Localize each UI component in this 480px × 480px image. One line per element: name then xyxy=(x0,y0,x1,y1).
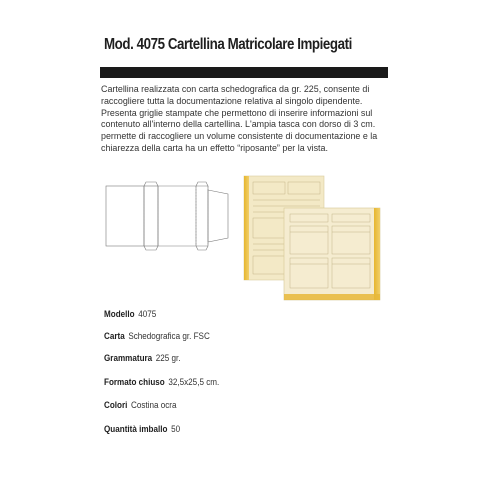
spec-label: Quantità imballo xyxy=(104,424,168,434)
spec-value: Schedografica gr. FSC xyxy=(128,331,210,341)
folder-front xyxy=(284,208,380,300)
spec-label: Carta xyxy=(104,331,125,341)
spec-value: 4075 xyxy=(138,309,157,319)
diagram-left-panel xyxy=(106,186,144,246)
spec-row-carta xyxy=(104,331,210,341)
spec-row-colori xyxy=(104,400,176,410)
spec-label: Colori xyxy=(104,400,128,410)
spec-label: Formato chiuso xyxy=(104,377,165,387)
spec-value: 225 gr. xyxy=(155,353,181,363)
spec-row-modello xyxy=(104,309,156,319)
folder-diagram xyxy=(104,180,232,252)
diagram-side-flap xyxy=(208,190,228,242)
product-description: Cartellina realizzata con carta schedografica da gr. 225, consente di raccogliere tutta la documentazione relativa al singolo dipendente. Presenta griglie stampate che permettono di inserire informazioni sul contenuto all'interno della cartellina. L'ampia tasca con dorso di 3 cm. permette di raccogliere un volume consistente di documentazione e la chiarezza della carta ha un effetto “riposante” per la vista. xyxy=(101,84,378,154)
page-title: Mod. 4075 Cartellina Matricolare Impiegati xyxy=(104,36,352,53)
folder-photo xyxy=(240,170,390,302)
spec-row-quantita xyxy=(104,424,180,434)
diagram-right-panel xyxy=(158,186,196,246)
title-divider-bar xyxy=(100,67,388,78)
diagram-spine xyxy=(144,186,158,246)
spec-row-formato xyxy=(104,377,219,387)
spec-label: Grammatura xyxy=(104,353,153,363)
spec-value: 32,5x25,5 cm. xyxy=(168,377,220,387)
spec-value: Costina ocra xyxy=(131,400,177,410)
spec-label: Modello xyxy=(104,309,135,319)
spec-value: 50 xyxy=(171,424,181,434)
spec-row-grammatura xyxy=(104,353,181,363)
